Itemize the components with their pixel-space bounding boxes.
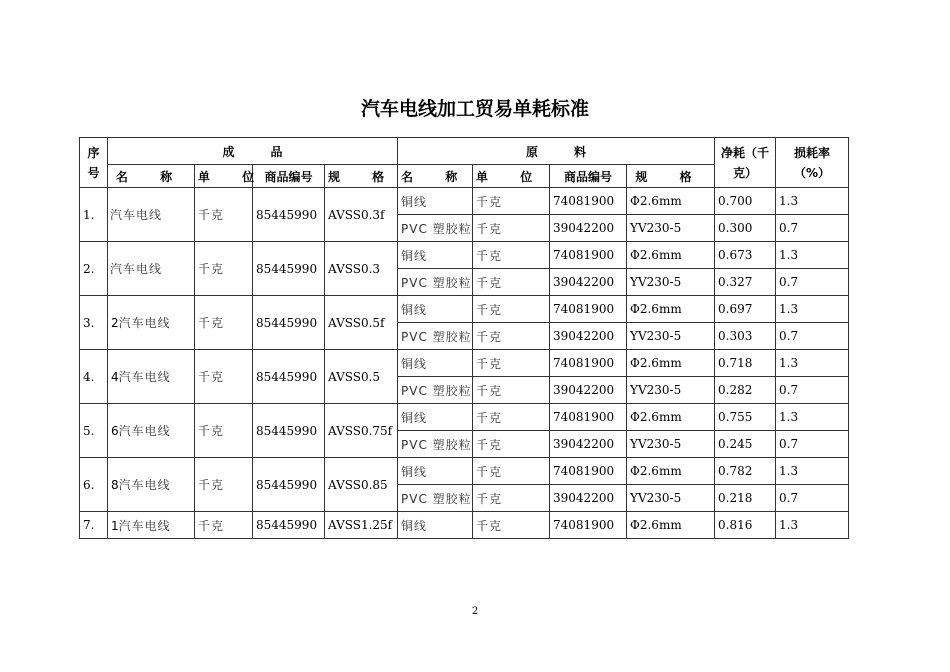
product-spec: AVSS0.5f xyxy=(325,296,398,350)
material-spec: YV230-5 xyxy=(627,323,715,350)
header-product-group: 成 品 xyxy=(108,138,398,165)
row-seq: 6. xyxy=(80,458,108,512)
row-seq: 7. xyxy=(80,512,108,539)
material-code: 74081900 xyxy=(550,404,627,431)
material-name: 铜线 xyxy=(398,512,473,539)
material-name: PVC 塑胶粒 xyxy=(398,269,473,296)
loss-rate: 0.7 xyxy=(776,269,849,296)
product-mark: 4 xyxy=(111,370,120,384)
header-material-unit: 单 位 xyxy=(473,165,550,188)
loss-rate: 1.3 xyxy=(776,188,849,215)
material-spec: Φ2.6mm xyxy=(627,458,715,485)
material-spec: Φ2.6mm xyxy=(627,404,715,431)
product-spec: AVSS0.5 xyxy=(325,350,398,404)
header-product-name: 名 称 xyxy=(108,165,195,188)
product-spec: AVSS0.3f xyxy=(325,188,398,242)
header-product-spec: 规 格 xyxy=(325,165,398,188)
net-consumption: 0.303 xyxy=(715,323,776,350)
material-unit: 千克 xyxy=(473,215,550,242)
material-name: PVC 塑胶粒 xyxy=(398,431,473,458)
material-code: 39042200 xyxy=(550,269,627,296)
material-code: 74081900 xyxy=(550,458,627,485)
product-unit: 千克 xyxy=(195,350,253,404)
header-seq: 序号 xyxy=(80,138,108,188)
loss-rate: 1.3 xyxy=(776,350,849,377)
material-unit: 千克 xyxy=(473,296,550,323)
table-row xyxy=(80,404,849,431)
product-name xyxy=(108,296,195,350)
net-consumption: 0.245 xyxy=(715,431,776,458)
product-code: 85445990 xyxy=(253,188,325,242)
material-unit: 千克 xyxy=(473,323,550,350)
net-consumption: 0.300 xyxy=(715,215,776,242)
material-spec: YV230-5 xyxy=(627,377,715,404)
material-name: PVC 塑胶粒 xyxy=(398,377,473,404)
material-spec: Φ2.6mm xyxy=(627,242,715,269)
product-name xyxy=(108,242,195,296)
row-seq: 5. xyxy=(80,404,108,458)
loss-rate: 0.7 xyxy=(776,485,849,512)
loss-rate: 1.3 xyxy=(776,458,849,485)
table-row xyxy=(80,512,849,539)
header-material-group: 原 料 xyxy=(398,138,715,165)
product-name xyxy=(108,404,195,458)
header-material-name: 名 称 xyxy=(398,165,473,188)
product-code: 85445990 xyxy=(253,296,325,350)
document-title: 汽车电线加工贸易单耗标准 xyxy=(360,98,589,120)
material-name: PVC 塑胶粒 xyxy=(398,323,473,350)
header-product-unit: 单 位 xyxy=(195,165,253,188)
material-code: 74081900 xyxy=(550,296,627,323)
material-code: 39042200 xyxy=(550,431,627,458)
loss-rate: 0.7 xyxy=(776,323,849,350)
table-row xyxy=(80,188,849,215)
product-code: 85445990 xyxy=(253,512,325,539)
material-unit: 千克 xyxy=(473,350,550,377)
material-spec: Φ2.6mm xyxy=(627,350,715,377)
table-row xyxy=(80,458,849,485)
loss-rate: 0.7 xyxy=(776,215,849,242)
table-row xyxy=(80,296,849,323)
product-code: 85445990 xyxy=(253,458,325,512)
material-unit: 千克 xyxy=(473,485,550,512)
product-name-text: 汽车电线 xyxy=(110,208,163,222)
material-unit: 千克 xyxy=(473,242,550,269)
product-spec: AVSS1.25f xyxy=(325,512,398,539)
product-code: 85445990 xyxy=(253,242,325,296)
row-seq: 4. xyxy=(80,350,108,404)
product-name-text: 汽车电线 xyxy=(118,370,171,384)
net-consumption: 0.282 xyxy=(715,377,776,404)
product-unit: 千克 xyxy=(195,242,253,296)
loss-rate: 1.3 xyxy=(776,404,849,431)
net-consumption: 0.782 xyxy=(715,458,776,485)
header-net-consumption: 净耗（千克） xyxy=(715,138,776,188)
row-seq: 1. xyxy=(80,188,108,242)
material-spec: YV230-5 xyxy=(627,431,715,458)
net-consumption: 0.697 xyxy=(715,296,776,323)
product-unit: 千克 xyxy=(195,296,253,350)
material-name: 铜线 xyxy=(398,350,473,377)
table-body xyxy=(80,188,849,539)
product-unit: 千克 xyxy=(195,188,253,242)
material-code: 74081900 xyxy=(550,512,627,539)
product-name xyxy=(108,350,195,404)
net-consumption: 0.327 xyxy=(715,269,776,296)
material-spec: YV230-5 xyxy=(627,215,715,242)
material-spec: YV230-5 xyxy=(627,485,715,512)
header-material-spec: 规 格 xyxy=(627,165,715,188)
product-spec: AVSS0.3 xyxy=(325,242,398,296)
product-spec: AVSS0.75f xyxy=(325,404,398,458)
material-name: 铜线 xyxy=(398,188,473,215)
material-unit: 千克 xyxy=(473,269,550,296)
material-unit: 千克 xyxy=(473,512,550,539)
material-spec: Φ2.6mm xyxy=(627,512,715,539)
loss-rate: 1.3 xyxy=(776,512,849,539)
product-name xyxy=(108,188,195,242)
net-consumption: 0.673 xyxy=(715,242,776,269)
material-unit: 千克 xyxy=(473,431,550,458)
loss-rate: 0.7 xyxy=(776,431,849,458)
product-name-text: 汽车电线 xyxy=(118,424,171,438)
net-consumption: 0.218 xyxy=(715,485,776,512)
product-mark: 2 xyxy=(111,316,120,330)
product-name xyxy=(108,512,195,539)
material-spec: Φ2.6mm xyxy=(627,188,715,215)
material-unit: 千克 xyxy=(473,377,550,404)
product-spec: AVSS0.85 xyxy=(325,458,398,512)
material-unit: 千克 xyxy=(473,188,550,215)
material-code: 39042200 xyxy=(550,215,627,242)
material-name: 铜线 xyxy=(398,242,473,269)
net-consumption: 0.755 xyxy=(715,404,776,431)
material-code: 74081900 xyxy=(550,188,627,215)
product-unit: 千克 xyxy=(195,512,253,539)
material-name: 铜线 xyxy=(398,458,473,485)
material-code: 39042200 xyxy=(550,323,627,350)
loss-rate: 0.7 xyxy=(776,377,849,404)
product-mark: 8 xyxy=(111,478,120,492)
material-code: 39042200 xyxy=(550,377,627,404)
material-code: 74081900 xyxy=(550,350,627,377)
material-name: PVC 塑胶粒 xyxy=(398,215,473,242)
consumption-standard-table xyxy=(79,137,849,539)
product-name xyxy=(108,458,195,512)
product-mark: 1 xyxy=(111,518,120,533)
header-loss-rate: 损耗率（%） xyxy=(776,138,849,188)
product-name-text: 汽车电线 xyxy=(110,262,163,276)
product-code: 85445990 xyxy=(253,350,325,404)
product-unit: 千克 xyxy=(195,404,253,458)
row-seq: 3. xyxy=(80,296,108,350)
material-unit: 千克 xyxy=(473,404,550,431)
loss-rate: 1.3 xyxy=(776,242,849,269)
material-name: 铜线 xyxy=(398,296,473,323)
material-name: 铜线 xyxy=(398,404,473,431)
row-seq: 2. xyxy=(80,242,108,296)
material-spec: Φ2.6mm xyxy=(627,296,715,323)
net-consumption: 0.816 xyxy=(715,512,776,539)
material-code: 74081900 xyxy=(550,242,627,269)
product-code: 85445990 xyxy=(253,404,325,458)
product-unit: 千克 xyxy=(195,458,253,512)
product-name-text: 汽车电线 xyxy=(118,316,171,330)
header-material-code: 商品编号 xyxy=(550,165,627,188)
material-name: PVC 塑胶粒 xyxy=(398,485,473,512)
header-product-code: 商品编号 xyxy=(253,165,325,188)
loss-rate: 1.3 xyxy=(776,296,849,323)
net-consumption: 0.718 xyxy=(715,350,776,377)
page-number: 2 xyxy=(471,606,479,617)
product-name-text: 汽车电线 xyxy=(118,478,171,492)
net-consumption: 0.700 xyxy=(715,188,776,215)
material-unit: 千克 xyxy=(473,458,550,485)
product-mark: 6 xyxy=(111,424,120,438)
table-row xyxy=(80,242,849,269)
table-row xyxy=(80,350,849,377)
material-code: 39042200 xyxy=(550,485,627,512)
material-spec: YV230-5 xyxy=(627,269,715,296)
product-name-text: 汽车电线 xyxy=(118,518,171,533)
